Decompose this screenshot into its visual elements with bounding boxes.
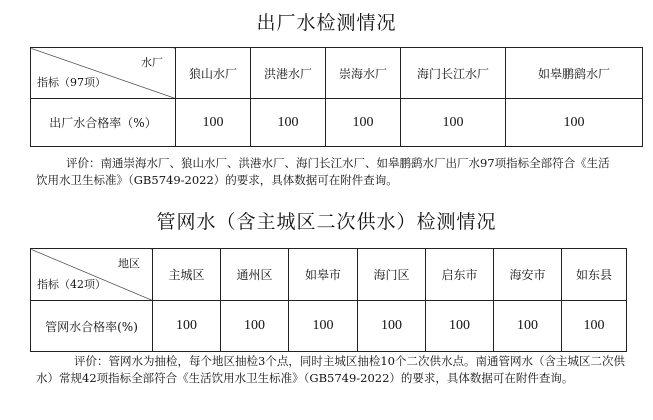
column-header: 海安市 — [494, 249, 562, 301]
pipe-water-table — [30, 248, 627, 352]
table-header-row — [31, 48, 643, 99]
table-header-row — [31, 249, 627, 301]
table-row — [31, 99, 643, 147]
column-header: 如东县 — [562, 249, 627, 301]
column-header: 主城区 — [153, 249, 221, 301]
factory-water-table — [30, 47, 643, 147]
table-cell: 100 — [289, 301, 358, 352]
column-header: 通州区 — [221, 249, 289, 301]
column-header: 海门长江水厂 — [401, 48, 506, 99]
corner-bottom-label: 指标（42项） — [37, 278, 106, 291]
column-header: 崇海水厂 — [326, 48, 401, 99]
column-header: 狼山水厂 — [176, 48, 251, 99]
column-header: 启东市 — [426, 249, 494, 301]
column-header: 如皋鹏鹞水厂 — [506, 48, 643, 99]
table-cell: 100 — [153, 301, 221, 352]
row-label: 管网水合格率(%) — [31, 301, 153, 352]
column-header: 洪港水厂 — [251, 48, 326, 99]
section2-title: 管网水（含主城区二次供水）检测情况 — [156, 211, 497, 233]
table-cell: 100 — [494, 301, 562, 352]
table-cell: 100 — [401, 99, 506, 147]
table-cell: 100 — [326, 99, 401, 147]
row-label: 出厂水合格率（%） — [31, 99, 176, 147]
table-cell: 100 — [358, 301, 426, 352]
section1-note: 评价：南通崇海水厂、狼山水厂、洪港水厂、海门长江水厂、如皋鹏鹞水厂出厂水97项指标全部符合《生活饮用水卫生标准》（GB5749-2022）的要求，具体数据可在附件查询。 — [36, 156, 610, 187]
table-row — [31, 301, 627, 352]
section1-title: 出厂水检测情况 — [256, 12, 397, 34]
column-header: 海门区 — [358, 249, 426, 301]
table-cell: 100 — [506, 99, 643, 147]
corner-bottom-label: 指标（97项） — [37, 76, 106, 89]
table-corner-cell — [31, 48, 176, 99]
table-cell: 100 — [562, 301, 627, 352]
table-cell: 100 — [221, 301, 289, 352]
corner-top-label: 地区 — [118, 257, 140, 270]
corner-top-label: 水厂 — [141, 56, 163, 69]
table-cell: 100 — [426, 301, 494, 352]
column-header: 如皋市 — [289, 249, 358, 301]
table-cell: 100 — [176, 99, 251, 147]
section2-note: 评价：管网水为抽检，每个地区抽检3个点，同时主城区抽检10个二次供水点。南通管网水（含主城区二次供水）常规42项指标全部符合《生活饮用水卫生标准》（GB5749-2022）的要求，具体数据可在附件查询。 — [36, 354, 625, 385]
table-cell: 100 — [251, 99, 326, 147]
table-corner-cell — [31, 249, 153, 301]
